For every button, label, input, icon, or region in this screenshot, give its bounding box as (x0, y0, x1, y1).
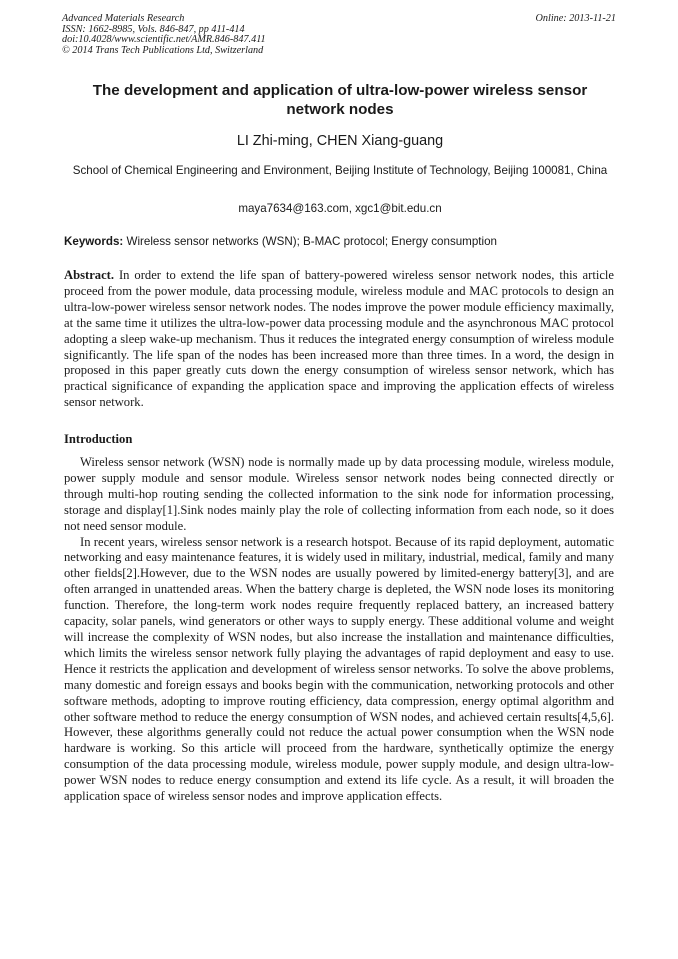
paper-title: The development and application of ultra-low-power wireless sensor network nodes (92, 82, 588, 118)
intro-paragraph-2: In recent years, wireless sensor network is a research hotspot. Because of its rapid deployment, automatic networking and easy maintenance features, it is widely used in military, industrial, medical, family and many other fields[2].However, due to the WSN nodes are usually powered by limited-energy battery[3], and are often arranged in unattended areas. When the battery charge is depleted, the WSN node loses its monitoring function. Therefore, the long-term work nodes require frequently replaced battery, an increased battery capacity, solar panels, wind generators or other ways to supply energy. These additional volume and weight will increase the complexity of WSN nodes, but also increase the installation and maintenance difficulties, which limits the wireless sensor network fully playing the advantages of rapid deployment and easy to use. Hence it restricts the application and development of wireless sensor networks. To solve the above problems, many domestic and foreign essays and books begin with the communication, networking protocols and other software methods, adopting to improve routing efficiency, data compression, energy optimal algorithm and other software method to reduce the energy consumption of WSN nodes, and achieved certain results[4,5,6]. However, these algorithms generally could not reduce the actual power consumption when the WSN node hardware is working. So this article will proceed from the hardware, synthetically optimize the energy consumption of the data processing module, wireless module, power supply module, and design ultra-low-power WSN nodes to reduce energy consumption and extend its life cycle. As a result, it will broaden the application space of wireless sensor nodes and improve application effects. (64, 534, 614, 804)
keywords-text: Wireless sensor networks (WSN); B-MAC protocol; Energy consumption (126, 235, 497, 248)
issn-line: ISSN: 1662-8985, Vols. 846-847, pp 411-414 (62, 23, 245, 35)
paper-authors: LI Zhi-ming, CHEN Xiang-guang (236, 133, 444, 149)
introduction-heading: Introduction (64, 432, 133, 446)
abstract-label: Abstract. (64, 268, 115, 282)
abstract-paragraph (64, 268, 614, 411)
online-date: Online: 2013-11-21 (535, 13, 616, 24)
author-affiliation: School of Chemical Engineering and Environment, Beijing Institute of Technology, Beijing 100081, China (72, 164, 608, 177)
introduction-section (64, 455, 614, 805)
keywords-label: Keywords: (64, 235, 124, 248)
copyright-line: © 2014 Trans Tech Publications Ltd, Switzerland (62, 44, 264, 56)
intro-paragraph-1: Wireless sensor network (WSN) node is normally made up by data processing module, wireless module, power supply module and sensor module. Wireless sensor network nodes being connected directly or through multi-hop routing sending the collected information to the sink node for information processing, storage and display[1].Sink nodes mainly play the role of collecting information from each node, so it does not need sensor module. (64, 455, 614, 533)
author-emails: maya7634@163.com, xgc1@bit.edu.cn (238, 202, 442, 215)
abstract-text: In order to extend the life span of battery-powered wireless sensor network nodes, this article proceed from the power module, data processing module, wireless module and MAC protocols to design an ultra-low-power wireless sensor network nodes. The nodes improve the power module efficiency maximally, at the same time it utilizes the ultra-low-power data processing module and the asynchronous MAC protocol adopting a sleep wake-up mechanism. Thus it reduces the integrated energy consumption of wireless module significantly. The life span of the nodes has been increased more than three times. In a word, the design in proposed in this paper greatly cuts down the energy consumption of wireless sensor network, which has practical significance of expanding the application space and improving the application effects of wireless sensor network. (64, 268, 614, 410)
journal-header (62, 14, 616, 56)
doi-line: doi:10.4028/www.scientific.net/AMR.846-847.411 (62, 34, 266, 46)
journal-name: Advanced Materials Research (62, 13, 185, 24)
keywords-line (64, 234, 618, 249)
